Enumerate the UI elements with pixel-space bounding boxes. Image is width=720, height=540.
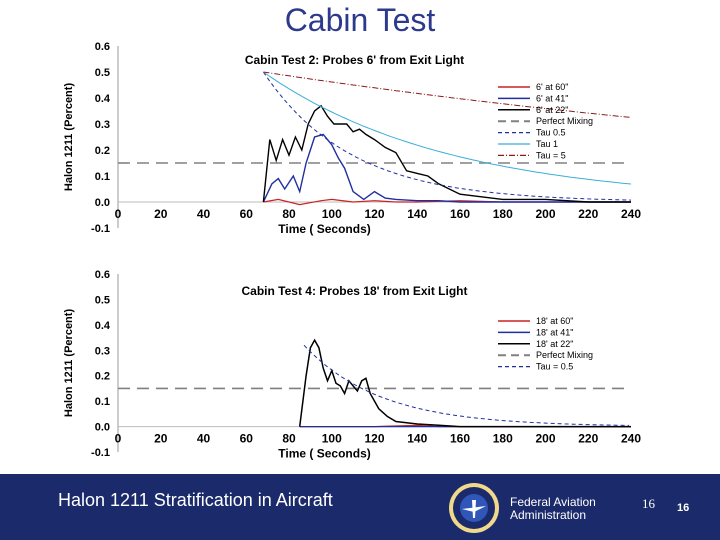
faa-name: Federal Aviation Administration bbox=[510, 495, 596, 522]
x-tick-label: 240 bbox=[620, 431, 642, 446]
y-tick-label: 0.3 bbox=[94, 119, 110, 131]
legend-label: Tau = 5 bbox=[536, 150, 566, 161]
y-tick-label: 0.4 bbox=[94, 319, 110, 332]
x-tick-label: 60 bbox=[239, 431, 253, 446]
legend-label: Tau 0.5 bbox=[536, 127, 566, 138]
x-tick-label: 60 bbox=[239, 207, 253, 221]
y-axis-label: Halon 1211 (Percent) bbox=[63, 308, 75, 418]
x-tick-label: 20 bbox=[154, 207, 168, 221]
series-line bbox=[263, 72, 631, 184]
x-axis-label: Time ( Seconds) bbox=[278, 446, 371, 461]
footer-title: Halon 1211 Stratification in Aircraft bbox=[58, 490, 333, 510]
series-line bbox=[263, 134, 631, 202]
legend-label: 18' at 22" bbox=[536, 338, 574, 349]
y-tick-label: 0.3 bbox=[94, 345, 110, 358]
y-tick-label: 0.4 bbox=[94, 93, 110, 105]
x-tick-label: 180 bbox=[492, 431, 513, 446]
x-tick-label: 160 bbox=[449, 431, 471, 446]
x-tick-label: 240 bbox=[620, 207, 642, 221]
x-tick-label: 0 bbox=[114, 431, 122, 446]
y-axis-label: Halon 1211 (Percent) bbox=[63, 82, 75, 192]
x-tick-label: 200 bbox=[535, 431, 556, 446]
y-tick-label: 0.6 bbox=[94, 41, 110, 53]
x-tick-label: 100 bbox=[321, 207, 342, 221]
chart-title: Cabin Test 2: Probes 6' from Exit Light bbox=[244, 53, 465, 67]
x-tick-label: 120 bbox=[364, 431, 385, 446]
page-number-left: 16 bbox=[642, 496, 655, 511]
y-tick-label: 0.5 bbox=[94, 67, 110, 79]
legend-label: 6' at 41" bbox=[536, 93, 569, 104]
footer-bar bbox=[0, 474, 720, 540]
x-tick-label: 160 bbox=[449, 207, 471, 221]
x-tick-label: 120 bbox=[364, 207, 385, 221]
chart-title: Cabin Test 4: Probes 18' from Exit Light bbox=[241, 284, 468, 298]
y-tick-label: 0.2 bbox=[94, 145, 110, 157]
x-axis-label: Time ( Seconds) bbox=[278, 222, 371, 236]
y-tick-label: 0.5 bbox=[94, 294, 110, 307]
legend-label: Tau = 0.5 bbox=[536, 361, 574, 372]
chart-cabin-test-4 bbox=[0, 266, 720, 474]
y-tick-label: 0.1 bbox=[94, 171, 110, 183]
y-tick-label: -0.1 bbox=[91, 223, 110, 235]
legend-label: Perfect Mixing bbox=[536, 116, 594, 127]
x-tick-label: 40 bbox=[196, 207, 211, 221]
x-tick-label: 140 bbox=[407, 207, 428, 221]
x-tick-label: 220 bbox=[578, 431, 599, 446]
y-tick-label: 0.0 bbox=[94, 421, 110, 434]
x-tick-label: 20 bbox=[154, 431, 168, 446]
x-tick-label: 80 bbox=[282, 207, 296, 221]
x-tick-label: 200 bbox=[535, 207, 556, 221]
series-line bbox=[263, 72, 631, 117]
legend-label: 6' at 60" bbox=[536, 82, 569, 92]
x-tick-label: 40 bbox=[196, 431, 211, 446]
legend-label: 6' at 22" bbox=[536, 104, 569, 115]
legend-label: Tau 1 bbox=[536, 139, 559, 149]
y-tick-label: -0.1 bbox=[91, 447, 110, 459]
y-tick-label: 0.0 bbox=[94, 197, 110, 209]
page-number-right: 16 bbox=[677, 502, 690, 514]
x-tick-label: 140 bbox=[407, 431, 428, 446]
faa-seal-logo bbox=[448, 482, 500, 534]
x-tick-label: 0 bbox=[114, 207, 122, 221]
x-tick-label: 80 bbox=[282, 431, 296, 446]
legend-label: Perfect Mixing bbox=[536, 350, 594, 361]
legend-label: 18' at 41" bbox=[536, 327, 574, 338]
x-tick-label: 100 bbox=[321, 431, 342, 446]
y-tick-label: 0.6 bbox=[94, 269, 110, 281]
slide-title: Cabin Test bbox=[284, 2, 436, 38]
x-tick-label: 180 bbox=[492, 207, 513, 221]
chart-cabin-test-2 bbox=[0, 38, 720, 266]
x-tick-label: 220 bbox=[578, 207, 599, 221]
y-tick-label: 0.1 bbox=[94, 396, 110, 409]
legend-label: 18' at 60" bbox=[536, 316, 574, 326]
y-tick-label: 0.2 bbox=[94, 370, 110, 383]
